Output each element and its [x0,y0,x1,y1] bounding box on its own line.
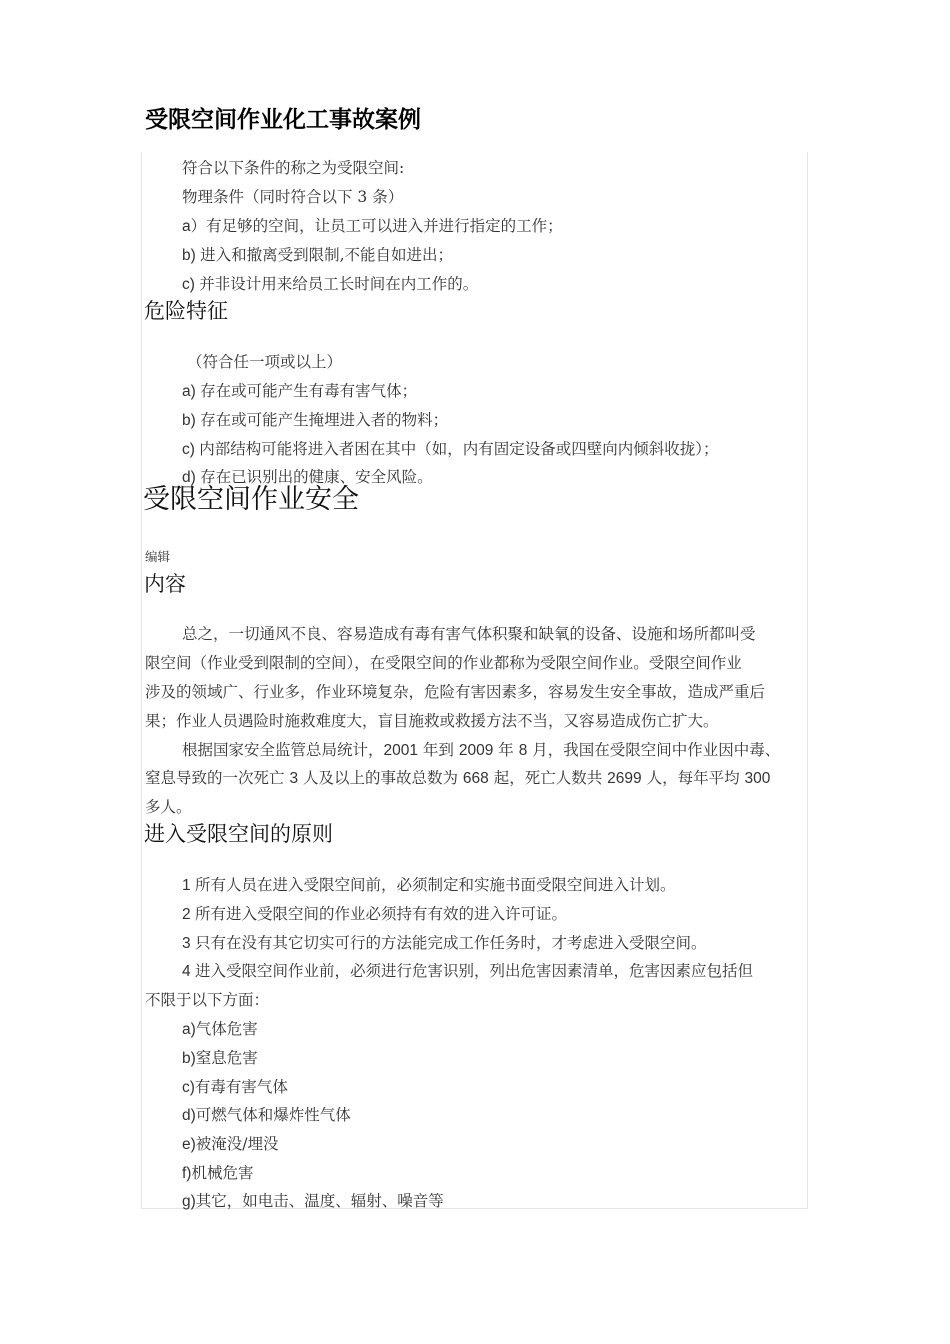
list-marker: e) [182,1136,196,1153]
list-marker: d) [182,1107,196,1124]
list-text: 存在已识别出的健康、安全风险。 [200,468,433,486]
content-heading: 内容 [144,572,186,596]
list-item [182,1133,279,1156]
list-marker: c) [182,276,200,293]
list-number: 3 [182,935,195,952]
list-text: 有足够的空间，让员工可以进入并进行指定的工作； [206,217,563,235]
list-text: 气体危害 [195,1020,258,1038]
list-marker: a) [182,1021,196,1038]
list-marker: c) [182,1079,195,1096]
list-text: 有毒有害气体 [194,1078,288,1096]
list-marker: b) [182,247,201,264]
hazard-heading: 危险特征 [144,299,228,323]
paragraph-line: 果；作业人员遇险时施救难度大，盲目施救或救援方法不当，又容易造成伤亡扩大。 [145,712,719,730]
paragraph-line: 不限于以下方面： [145,991,270,1009]
list-text: 窒息危害 [195,1049,258,1067]
list-item [182,409,448,432]
list-number: 2 [182,906,195,923]
list-text: 存在或可能产生掩埋进入者的物料； [200,411,449,429]
paragraph-line: 根据国家安全监管总局统计，2001 年到 2009 年 8 月，我国在受限空间中作业因中毒、 [182,741,781,759]
list-marker: a) [182,383,201,400]
intro-definition: 符合以下条件的称之为受限空间: [182,159,405,177]
list-text: 只有在没有其它切实可行的方法能完成工作任务时，才考虑进入受限空间。 [194,934,707,952]
list-text: 所有进入受限空间的作业必须持有有效的进入许可证。 [194,905,567,923]
list-item [182,244,453,267]
list-item [182,1162,253,1185]
edit-link[interactable]: 编辑 [145,549,171,564]
list-text: 进入受限空间作业前，必须进行危害识别，列出危害因素清单，危害因素应包括但 [194,962,753,980]
paragraph-line: 窒息导致的一次死亡 3 人及以上的事故总数为 668 起，死亡人数共 2699 人，每年平均 300 [145,769,771,787]
list-number: 1 [182,877,195,894]
list-marker: d) [182,469,201,486]
list-item [182,215,563,238]
paragraph-line: 总之，一切通风不良、容易造成有毒有害气体积聚和缺氧的设备、设施和场所都叫受 [182,625,756,643]
list-item [182,874,675,897]
list-text: 被淹没/埋没 [195,1135,279,1153]
list-text: 并非设计用来给员工长时间在内工作的。 [199,275,479,293]
list-item [182,1104,351,1127]
safety-heading: 受限空间作业安全 [143,484,359,515]
page-title: 受限空间作业化工事故案例 [145,107,421,133]
list-marker: g) [182,1193,196,1210]
paragraph-line: 涉及的领域广、行业多，作业环境复杂，危险有害因素多，容易发生安全事故，造成严重后 [145,683,766,701]
list-marker: c) [182,441,200,458]
list-text: 内部结构可能将进入者困在其中（如，内有固定设备或四壁向内倾斜收拢）； [199,440,719,458]
paragraph-line: 限空间（作业受到限制的空间），在受限空间的作业都称为受限空间作业。受限空间作业 [145,654,742,672]
list-item [182,273,478,296]
list-number: 4 [182,963,195,980]
list-marker: b) [182,1050,196,1067]
list-item [182,960,753,983]
list-item [182,1018,258,1041]
list-marker: a） [182,218,207,235]
list-text: 存在或可能产生有毒有害气体； [200,382,418,400]
principles-heading: 进入受限空间的原则 [144,822,333,846]
list-item [182,1076,288,1099]
list-item [182,932,706,955]
list-text: 其它，如电击、温度、辐射、噪音等 [195,1192,444,1210]
hazard-note: （符合任一项或以上） [187,353,343,371]
intro-physical-conditions: 物理条件（同时符合以下 3 条） [182,188,404,206]
list-item [182,438,718,461]
paragraph-line: 多人。 [145,798,192,816]
list-text: 所有人员在进入受限空间前，必须制定和实施书面受限空间进入计划。 [194,876,676,894]
list-item [182,903,567,926]
list-item [182,1190,444,1213]
list-text: 进入和撤离受到限制,不能自如进出； [200,246,454,264]
list-marker: f) [182,1165,192,1182]
list-text: 可燃气体和爆炸性气体 [195,1106,351,1124]
list-text: 机械危害 [191,1164,254,1182]
list-item [182,1047,258,1070]
list-item [182,380,417,403]
list-marker: b) [182,412,201,429]
